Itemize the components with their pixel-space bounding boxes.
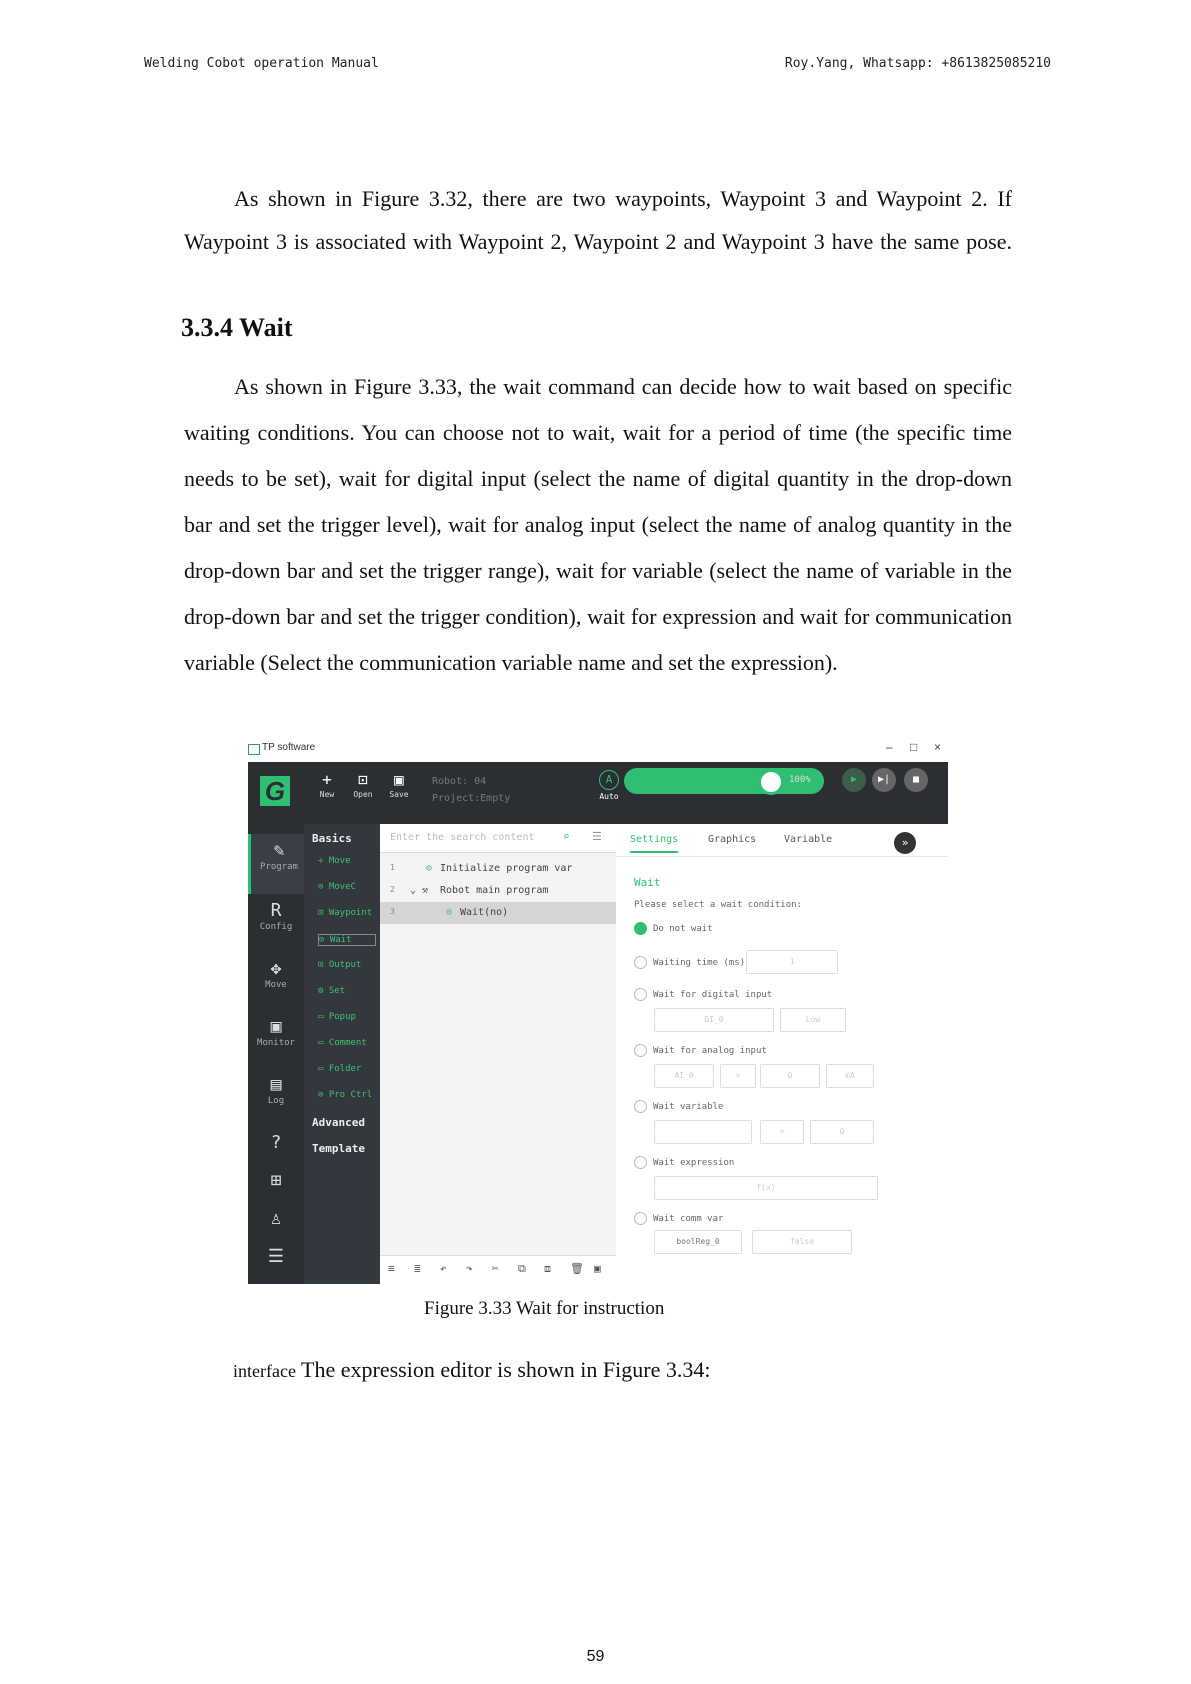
closing-line	[233, 1357, 710, 1383]
page-header-left: Welding Cobot operation Manual	[144, 56, 379, 71]
nav-monitor[interactable]	[248, 1016, 304, 1048]
mode-indicator[interactable]	[598, 770, 620, 801]
palette-label: Waypoint	[328, 908, 373, 918]
closing-text: The expression editor is shown in Figure 3.34:	[295, 1357, 711, 1382]
nav-log-label: Log	[267, 1096, 285, 1106]
palette-item-folder[interactable]	[318, 1064, 361, 1074]
radio-icon[interactable]	[634, 1156, 647, 1169]
ai-op-select[interactable]: >	[720, 1064, 756, 1088]
row-number: 1	[390, 863, 395, 872]
palette-item-movec[interactable]	[318, 882, 356, 892]
maximize-button[interactable]: □	[910, 740, 918, 754]
user-icon: ♙	[270, 1208, 282, 1229]
palette-label: Set	[328, 986, 346, 996]
palette-item-move[interactable]	[318, 856, 351, 866]
body-paragraph: As shown in Figure 3.33, the wait command can decide how to wait based on specific waiting conditions. You can choose not to wait, wait for a period of time (the specific time needs to be set), wait for digital input (select the name of digital quantity in the drop-down bar and set the trigger level), wait for analog input (select the name of analog quantity in the drop-down bar and set the trigger range), wait for variable (select the name of variable in the drop-down bar and set the trigger condition), wait for expression and wait for communication variable (Select the communication variable name and set the expression).	[184, 374, 1012, 675]
set-icon: ⚙	[318, 986, 324, 996]
save-button[interactable]	[384, 770, 414, 799]
palette-label: Popup	[328, 1012, 356, 1022]
radio-checked-icon[interactable]	[634, 922, 647, 935]
mode-label: Auto	[599, 792, 619, 801]
option-label: Waiting time (ms)	[653, 958, 746, 968]
cut-icon[interactable]: ✂	[492, 1262, 499, 1275]
row-number: 2	[390, 885, 395, 894]
log-icon: ▤	[270, 1074, 282, 1095]
proctrl-icon: ⊘	[318, 1090, 324, 1100]
nav-config-label: Config	[259, 922, 293, 932]
option-label: Wait comm var	[653, 1214, 724, 1224]
speed-slider-handle[interactable]	[758, 769, 784, 795]
nav-program[interactable]	[248, 834, 307, 894]
new-label: New	[319, 790, 335, 799]
folder-icon: ⊡	[358, 770, 368, 789]
step-button[interactable]: ▶|	[872, 768, 896, 792]
tree-toolbar	[380, 1255, 616, 1284]
palette-item-wait[interactable]	[318, 934, 376, 946]
page-header-right: Roy.Yang, Whatsapp: +8613825085210	[784, 56, 1051, 71]
move-icon: ✥	[270, 958, 282, 979]
undo-icon[interactable]: ↶	[440, 1262, 447, 1275]
user-button[interactable]	[248, 1208, 304, 1230]
command-palette	[304, 824, 380, 1284]
variable-select[interactable]	[654, 1120, 752, 1144]
program-tree	[380, 824, 617, 1284]
app-logo: G	[260, 776, 290, 806]
monitor-icon: ▣	[270, 1016, 282, 1037]
save-icon: ▣	[394, 770, 404, 789]
minimize-button[interactable]: –	[886, 740, 893, 754]
row-text: Initialize program var	[440, 863, 573, 874]
redo-icon[interactable]: ↷	[466, 1262, 473, 1275]
grid-icon: ⊞	[270, 1170, 282, 1191]
intro-paragraph: As shown in Figure 3.32, there are two waypoints, Waypoint 3 and Waypoint 2. If Waypoint 3 is associated with Waypoint 2, Waypoint 2 and Waypoint 3 have the same pose.	[184, 186, 1012, 254]
palette-item-comment[interactable]	[318, 1038, 367, 1048]
di-select[interactable]: DI_0	[654, 1008, 774, 1032]
option-label: Wait for analog input	[653, 1046, 767, 1056]
copy-icon[interactable]: ⧉	[518, 1262, 526, 1275]
waypoint-icon: ⊡	[318, 908, 324, 918]
search-bar[interactable]	[380, 824, 616, 853]
option-no-wait[interactable]	[634, 922, 713, 935]
output-icon: ⊡	[318, 960, 324, 970]
search-icon[interactable]: ⌕	[563, 830, 570, 843]
software-screenshot	[248, 738, 950, 1286]
palette-label: Folder	[328, 1064, 362, 1074]
option-label: Do not wait	[653, 924, 713, 934]
close-button[interactable]: ×	[934, 740, 942, 754]
palette-label: Output	[328, 960, 362, 970]
tab-graphics[interactable]: Graphics	[708, 834, 757, 845]
nav-move-label: Move	[265, 980, 287, 990]
nav-log[interactable]	[248, 1074, 304, 1106]
figure-caption: Figure 3.33 Wait for instruction	[424, 1298, 665, 1319]
tab-settings[interactable]: Settings	[630, 834, 678, 853]
expand-icon[interactable]: »	[894, 832, 916, 854]
window-title: TP software	[262, 742, 316, 753]
option-wait-comm-var[interactable]	[634, 1212, 723, 1225]
filter-icon[interactable]: ☰	[592, 830, 602, 843]
config-icon: R	[270, 900, 282, 921]
palette-item-set[interactable]	[318, 986, 345, 996]
speed-percent: 100%	[789, 775, 811, 785]
help-button[interactable]	[248, 1132, 304, 1154]
init-icon: ⊙	[426, 863, 433, 874]
movec-icon: ⊙	[318, 882, 324, 892]
palette-label: Comment	[328, 1038, 367, 1048]
robot-info	[432, 773, 510, 807]
save-label: Save	[389, 790, 409, 799]
stop-button[interactable]: ■	[904, 768, 928, 792]
delete-icon[interactable]: 🗑	[570, 1262, 584, 1275]
ai-unit-select[interactable]: mA	[826, 1064, 874, 1088]
top-toolbar	[248, 762, 948, 824]
option-label: Wait expression	[653, 1158, 735, 1168]
page-number: 59	[586, 1648, 605, 1665]
radio-icon[interactable]	[634, 1044, 647, 1057]
option-label: Wait for digital input	[653, 990, 773, 1000]
paste-icon[interactable]: ⧈	[544, 1262, 551, 1275]
align-icon[interactable]: ≡	[388, 1262, 395, 1275]
ai-select[interactable]: AI_0	[654, 1064, 714, 1088]
tab-variable[interactable]: Variable	[784, 834, 833, 845]
expression-button[interactable]: f(x)	[654, 1176, 878, 1200]
robot-program-icon: ⌄ ⚒	[410, 885, 429, 896]
option-analog-input[interactable]	[634, 1044, 767, 1057]
auto-icon: A	[599, 770, 619, 790]
window-titlebar	[248, 738, 950, 762]
program-icon: ✎	[273, 840, 285, 861]
nav-move[interactable]	[248, 958, 304, 990]
open-button[interactable]	[348, 770, 378, 799]
app-icon	[248, 744, 260, 755]
screen-icon[interactable]: ▣	[594, 1262, 601, 1275]
palette-template[interactable]: Template	[312, 1142, 365, 1155]
palette-item-proctrl[interactable]	[318, 1090, 372, 1100]
variable-op-select[interactable]: >	[760, 1120, 804, 1144]
radio-icon[interactable]	[634, 988, 647, 1001]
search-input[interactable]: Enter the search content	[390, 832, 535, 843]
project-name: Project:Empty	[432, 793, 511, 804]
palette-label: MoveC	[328, 882, 356, 892]
variable-value-input[interactable]: 0	[810, 1120, 874, 1144]
palette-basics[interactable]: Basics	[312, 832, 352, 845]
palette-label: Move	[328, 856, 351, 866]
palette-item-waypoint[interactable]	[318, 908, 372, 918]
apps-button[interactable]	[248, 1170, 304, 1192]
row-text: Robot main program	[440, 885, 549, 896]
help-icon: ?	[270, 1132, 282, 1153]
comm-var-select[interactable]: boolReg_0	[654, 1230, 742, 1254]
palette-label: Wait	[329, 935, 352, 945]
tree-row[interactable]	[380, 880, 616, 902]
new-button[interactable]	[312, 770, 342, 799]
wait-row-icon: ⊙	[446, 907, 453, 918]
palette-advanced[interactable]: Advanced	[312, 1116, 365, 1129]
nav-monitor-label: Monitor	[257, 1038, 295, 1048]
palette-item-output[interactable]	[318, 960, 361, 970]
tree-row[interactable]	[380, 858, 616, 880]
option-digital-input[interactable]	[634, 988, 772, 1001]
section-heading: 3.3.4 Wait	[181, 313, 293, 342]
closing-prefix: interface	[233, 1361, 296, 1381]
robot-name: Robot: 04	[432, 776, 487, 787]
nav-program-label: Program	[260, 862, 298, 872]
radio-icon[interactable]	[634, 1100, 647, 1113]
option-wait-time[interactable]	[634, 956, 745, 969]
indent-icon[interactable]: ≣	[414, 1262, 421, 1275]
panel-tabs	[616, 824, 948, 857]
palette-label: Pro Ctrl	[328, 1090, 373, 1100]
ai-value-input[interactable]: 0	[760, 1064, 820, 1088]
palette-item-popup[interactable]	[318, 1012, 356, 1022]
time-input[interactable]: 1	[746, 950, 838, 974]
left-nav	[248, 824, 304, 1284]
open-label: Open	[353, 790, 373, 799]
option-wait-variable[interactable]	[634, 1100, 723, 1113]
plus-icon: +	[322, 770, 332, 789]
popup-icon: ▭	[318, 1012, 324, 1022]
menu-button[interactable]	[248, 1246, 304, 1268]
radio-icon[interactable]	[634, 956, 647, 969]
settings-panel	[616, 824, 948, 1284]
row-number: 3	[390, 907, 395, 916]
di-level-select[interactable]: Low	[780, 1008, 846, 1032]
option-label: Wait variable	[653, 1102, 724, 1112]
wait-title: Wait	[634, 876, 661, 889]
comm-value-input[interactable]: false	[752, 1230, 852, 1254]
row-text: Wait(no)	[460, 907, 509, 918]
radio-icon[interactable]	[634, 1212, 647, 1225]
nav-config[interactable]	[248, 900, 304, 932]
move-cmd-icon: ✛	[318, 856, 324, 866]
tree-row[interactable]	[380, 902, 616, 924]
wait-subtitle: Please select a wait condition:	[634, 900, 802, 910]
play-button[interactable]: ▶	[842, 768, 866, 792]
wait-icon: ⊙	[319, 935, 325, 945]
folder-cmd-icon: ▭	[318, 1064, 324, 1074]
option-wait-expression[interactable]	[634, 1156, 734, 1169]
menu-icon: ☰	[267, 1246, 285, 1267]
comment-icon: ▭	[318, 1038, 324, 1048]
